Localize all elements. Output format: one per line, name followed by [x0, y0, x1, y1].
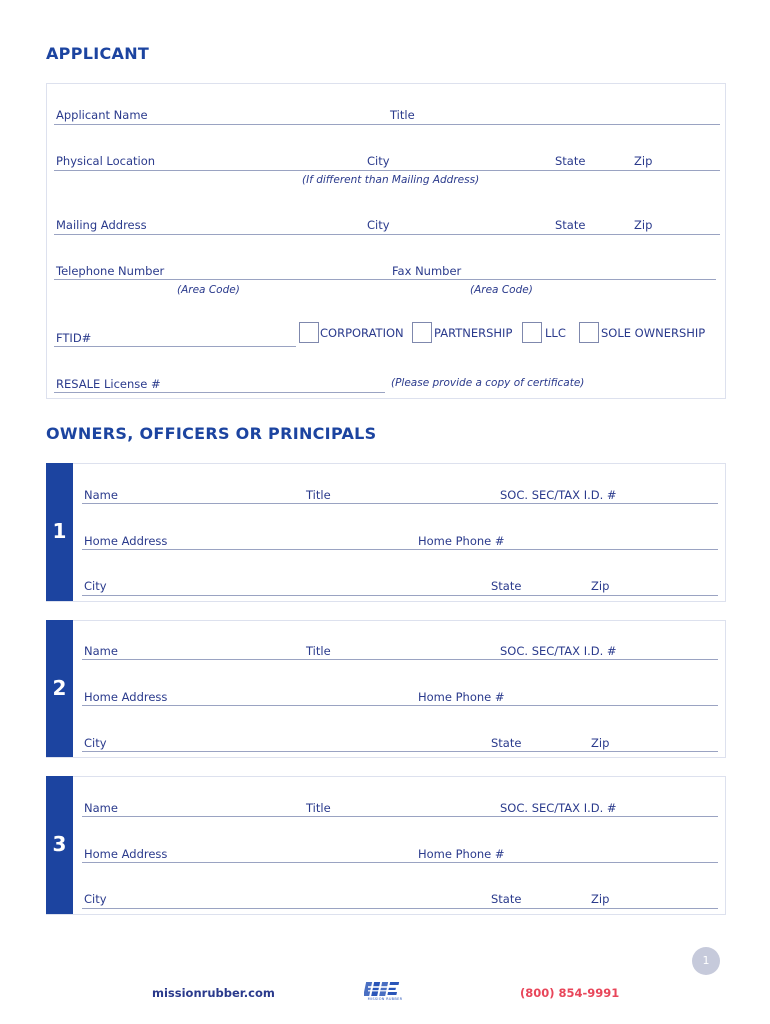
owners-heading: OWNERS, OFFICERS OR PRINCIPALS [46, 424, 377, 443]
owner-1-state-label: State [491, 579, 522, 593]
owner-3-home-address-field[interactable] [82, 862, 718, 863]
physical-location-label: Physical Location [56, 154, 156, 168]
owner-1-ssn-label: SOC. SEC/TAX I.D. # [500, 488, 617, 502]
owner-3-zip-label: Zip [591, 892, 610, 906]
phone-number[interactable]: (800) 854-9991 [520, 986, 620, 1000]
applicant-name-label: Applicant Name [56, 108, 148, 122]
owner-1-name-field[interactable] [82, 503, 718, 504]
website-link[interactable]: missionrubber.com [152, 986, 275, 1000]
mailing-address-label: Mailing Address [56, 218, 147, 232]
company-logo [364, 978, 406, 1004]
owner-card-1-number: 1 [52, 519, 67, 543]
fax-area-code-note: (Area Code) [470, 284, 533, 296]
applicant-heading: APPLICANT [46, 44, 150, 63]
owner-2-home-address-field[interactable] [82, 705, 718, 706]
owner-3-city-label: City [84, 892, 107, 906]
owner-2-ssn-label: SOC. SEC/TAX I.D. # [500, 644, 617, 658]
owner-3-home-phone-label: Home Phone # [418, 847, 505, 861]
page-number-badge: 1 [692, 947, 720, 975]
owner-1-home-address-field[interactable] [82, 549, 718, 550]
fax-label: Fax Number [392, 264, 462, 278]
owner-1-home-phone-label: Home Phone # [418, 534, 505, 548]
applicant-title-label: Title [390, 108, 415, 122]
mailing-state-label: State [555, 218, 586, 232]
owner-3-home-address-label: Home Address [84, 847, 168, 861]
owner-1-zip-label: Zip [591, 579, 610, 593]
physical-state-label: State [555, 154, 586, 168]
telephone-area-code-note: (Area Code) [177, 284, 240, 296]
mailing-city-label: City [367, 218, 390, 232]
owner-2-city-label: City [84, 736, 107, 750]
owner-3-name-label: Name [84, 801, 118, 815]
partnership-label: PARTNERSHIP [434, 326, 513, 340]
logo-text: MISSION RUBBER [367, 997, 403, 1001]
telephone-field[interactable] [54, 279, 716, 280]
ftid-field[interactable] [54, 346, 296, 347]
physical-zip-label: Zip [634, 154, 653, 168]
owner-3-state-label: State [491, 892, 522, 906]
owner-2-name-field[interactable] [82, 659, 718, 660]
owner-card-2 [46, 620, 726, 758]
telephone-label: Telephone Number [56, 264, 165, 278]
if-different-note: (If different than Mailing Address) [302, 174, 480, 186]
corporation-checkbox[interactable] [299, 322, 319, 343]
owner-1-city-field[interactable] [82, 595, 718, 596]
corporation-label: CORPORATION [320, 326, 404, 340]
owner-card-2-number: 2 [52, 676, 67, 700]
owner-2-home-address-label: Home Address [84, 690, 168, 704]
mailing-address-field[interactable] [54, 234, 720, 235]
owner-3-name-field[interactable] [82, 816, 718, 817]
owner-2-zip-label: Zip [591, 736, 610, 750]
resale-note: (Please provide a copy of certificate) [391, 377, 585, 389]
owner-1-title-label: Title [306, 488, 331, 502]
mailing-zip-label: Zip [634, 218, 653, 232]
owner-1-city-label: City [84, 579, 107, 593]
llc-checkbox[interactable] [522, 322, 542, 343]
owner-card-3 [46, 776, 726, 915]
owner-3-city-field[interactable] [82, 908, 718, 909]
sole-ownership-label: SOLE OWNERSHIP [601, 326, 706, 340]
owner-2-title-label: Title [306, 644, 331, 658]
owner-1-home-address-label: Home Address [84, 534, 168, 548]
owner-3-title-label: Title [306, 801, 331, 815]
owner-card-1 [46, 463, 726, 602]
physical-city-label: City [367, 154, 390, 168]
owner-card-3-number: 3 [52, 832, 67, 856]
applicant-box [46, 83, 726, 399]
physical-location-field[interactable] [54, 170, 720, 171]
partnership-checkbox[interactable] [412, 322, 432, 343]
owner-2-state-label: State [491, 736, 522, 750]
llc-label: LLC [545, 326, 566, 340]
resale-license-label: RESALE License # [56, 377, 161, 391]
resale-license-field[interactable] [54, 392, 385, 393]
owner-2-name-label: Name [84, 644, 118, 658]
owner-2-home-phone-label: Home Phone # [418, 690, 505, 704]
applicant-name-field[interactable] [54, 124, 720, 125]
owner-2-city-field[interactable] [82, 751, 718, 752]
owner-1-name-label: Name [84, 488, 118, 502]
ftid-label: FTID# [56, 331, 92, 345]
sole-ownership-checkbox[interactable] [579, 322, 599, 343]
owner-3-ssn-label: SOC. SEC/TAX I.D. # [500, 801, 617, 815]
